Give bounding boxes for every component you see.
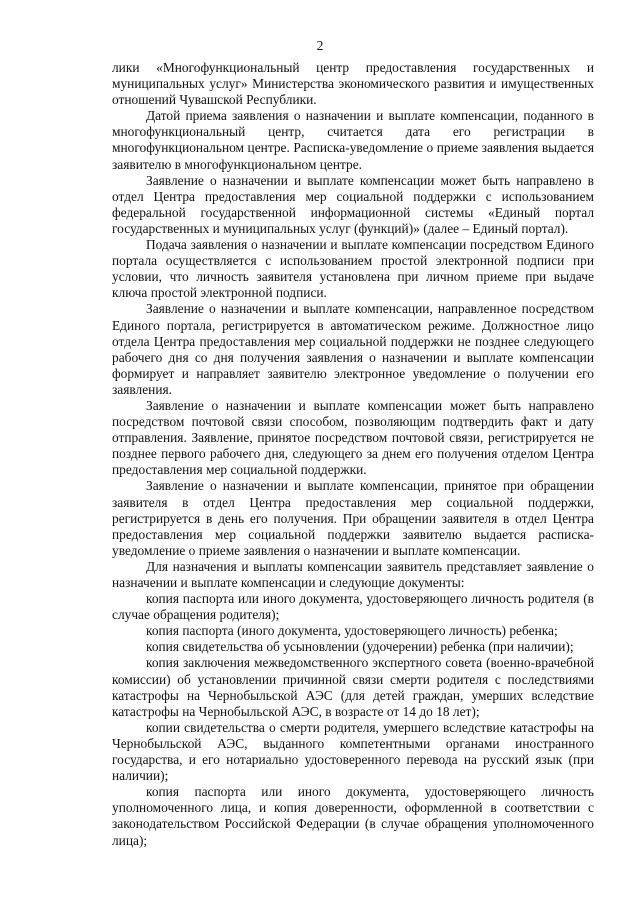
paragraph: Датой приема заявления о назначении и выплате компенсации, поданного в многофункциональный центр, считается дата его регистрации в многофункциональном центре. Расписка-уведомление о приеме заявления выдается заявителю в многофункциональном центре. xyxy=(112,108,594,172)
paragraph: Подача заявления о назначении и выплате компенсации посредством Единого портала осуществляется с использованием простой электронной подписи при условии, что личность заявителя установлена при личном приеме при выдаче ключа простой электронной подписи. xyxy=(112,237,594,301)
list-item: копия паспорта или иного документа, удостоверяющего личность родителя (в случае обращения родителя); xyxy=(112,591,594,623)
paragraph: лики «Многофункциональный центр предоставления государственных и муниципальных услуг» Министерства экономического развития и имущественных отношений Чувашской Республики. xyxy=(112,60,594,108)
paragraph: Заявление о назначении и выплате компенсации может быть направлено посредством почтовой связи способом, позволяющим подтвердить факт и дату отправления. Заявление, принятое посредством почтовой связи, регистрируется не позднее первого рабочего дня, следующего за днем его получения отделом Центра предоставления мер социальной поддержки. xyxy=(112,397,594,478)
paragraph: Заявление о назначении и выплате компенсации может быть направлено в отдел Центра предоставления мер социальной поддержки с использованием федеральной государственной информационной системы «Единый портал государственных и муниципальных услуг (функций)» (далее – Единый портал). xyxy=(112,172,594,236)
paragraph: Для назначения и выплаты компенсации заявитель представляет заявление о назначении и выплате компенсации и следующие документы: xyxy=(112,558,594,590)
document-body xyxy=(112,60,594,849)
list-item: копия паспорта или иного документа, удостоверяющего личность уполномоченного лица, и копия доверенности, оформленной в соответствии с законодательством Российской Федерации (в случае обращения уполномоченного лица); xyxy=(112,784,594,848)
list-item: копия свидетельства об усыновлении (удочерении) ребенка (при наличии); xyxy=(146,639,574,655)
paragraph: Заявление о назначении и выплате компенсации, направленное посредством Единого портала, регистрируется в автоматическом режиме. Должностное лицо отдела Центра предоставления мер социальной поддержки не позднее следующего рабочего дня со дня получения заявления о назначении и выплате компенсации формирует и направляет заявителю электронное уведомление о получении его заявления. xyxy=(112,301,594,397)
list-item: копии свидетельства о смерти родителя, умершего вследствие катастрофы на Чернобыльской АЭС, выданного компетентными органами иностранного государства, и его нотариально удостоверенного перевода на русский язык (при наличии); xyxy=(112,719,594,784)
list-item: копия заключения межведомственного экспертного совета (военно-врачебной комиссии) об установлении причинной связи смерти родителя с последствиями катастрофы на Чернобыльской АЭС (для детей граждан, умерших вследствие катастрофы на Чернобыльской АЭС, в возрасте от 14 до 18 лет); xyxy=(112,655,594,719)
list-item: копия паспорта (иного документа, удостоверяющего личность) ребенка; xyxy=(146,623,558,639)
page-number: 2 xyxy=(316,38,324,53)
paragraph: Заявление о назначении и выплате компенсации, принятое при обращении заявителя в отдел Центра предоставления мер социальной поддержки, регистрируется в день его получения. При обращении заявителя в отдел Центра предоставления мер социальной поддержки заявителю выдается расписка-уведомление о приеме заявления о назначении и выплате компенсации. xyxy=(112,478,594,558)
